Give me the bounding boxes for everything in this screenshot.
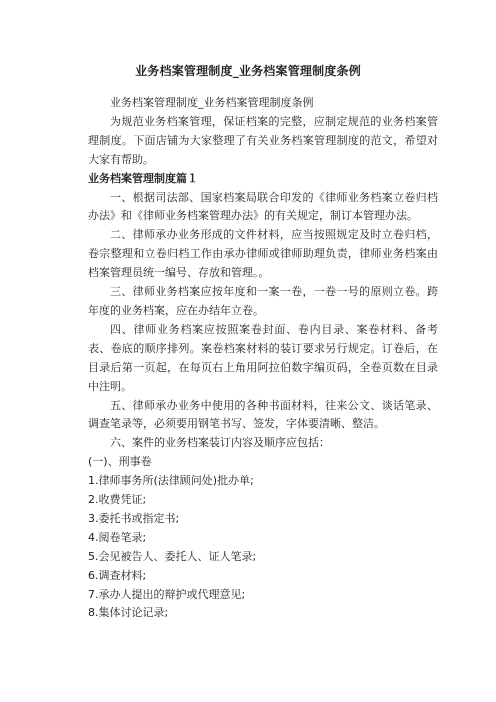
list-item: 4.阅卷笔录; xyxy=(88,530,147,544)
list-item: 1.律师事务所(法律顾问处)批办单; xyxy=(88,474,254,488)
paragraph: 二、律师承办业务形成的文件材料，应当按照规定及时立卷归档，卷宗整理和立卷归档工作由承办律师或律师助理负责，律师业务档案由档案管理员统一编号、存放和管理。。 xyxy=(88,228,438,280)
list-item: (一)、刑事卷 xyxy=(88,455,152,469)
paragraph: 四、律师业务档案应按照案卷封面、卷内目录、案卷材料、备考表、卷底的顺序排列。案卷档案材料的装订要求另行规定。订卷后，在目录后第一页起，在每页右上角用阿拉伯数字编页码，全卷页数在目录中注明。 xyxy=(88,322,438,393)
paragraph: 为规范业务档案管理，保证档案的完整，应制定规范的业务档案管理制度。下面店铺为大家整理了有关业务档案管理制度的范文，希望对大家有帮助。 xyxy=(88,114,438,166)
paragraph: 业务档案管理制度_业务档案管理制度条例 xyxy=(110,96,314,109)
list-item: 3.委托书或指定书; xyxy=(88,511,180,525)
paragraph: 五、律师承办业务中使用的各种书面材料，往来公文、谈话笔录、调查笔录等，必须要用钢笔书写、签发，字体要清晰、整洁。 xyxy=(88,398,438,431)
document-body xyxy=(88,94,438,623)
document-title: 业务档案管理制度_业务档案管理制度条例 xyxy=(135,64,361,78)
list-item: 2.收费凭证; xyxy=(88,493,147,507)
list-item: 6.调查材料; xyxy=(88,568,147,582)
list-item: 8.集体讨论记录; xyxy=(88,606,169,620)
paragraph: 三、律师业务档案应按年度和一案一卷，一卷一号的原则立卷。跨年度的业务档案，应在办结年立卷。 xyxy=(88,285,438,317)
paragraph: 六、案件的业务档案装订内容及顺序应包括： xyxy=(110,436,330,450)
list-item: 5.会见被告人、委托人、证人笔录; xyxy=(88,549,257,563)
list-item: 7.承办人提出的辩护或代理意见; xyxy=(88,587,246,601)
paragraph: 一、根据司法部、国家档案局联合印发的《律师业务档案立卷归档办法》和《律师业务档案管理办法》的有关规定，制订本管理办法。 xyxy=(88,190,438,223)
section-heading: 业务档案管理制度篇１ xyxy=(88,171,198,185)
